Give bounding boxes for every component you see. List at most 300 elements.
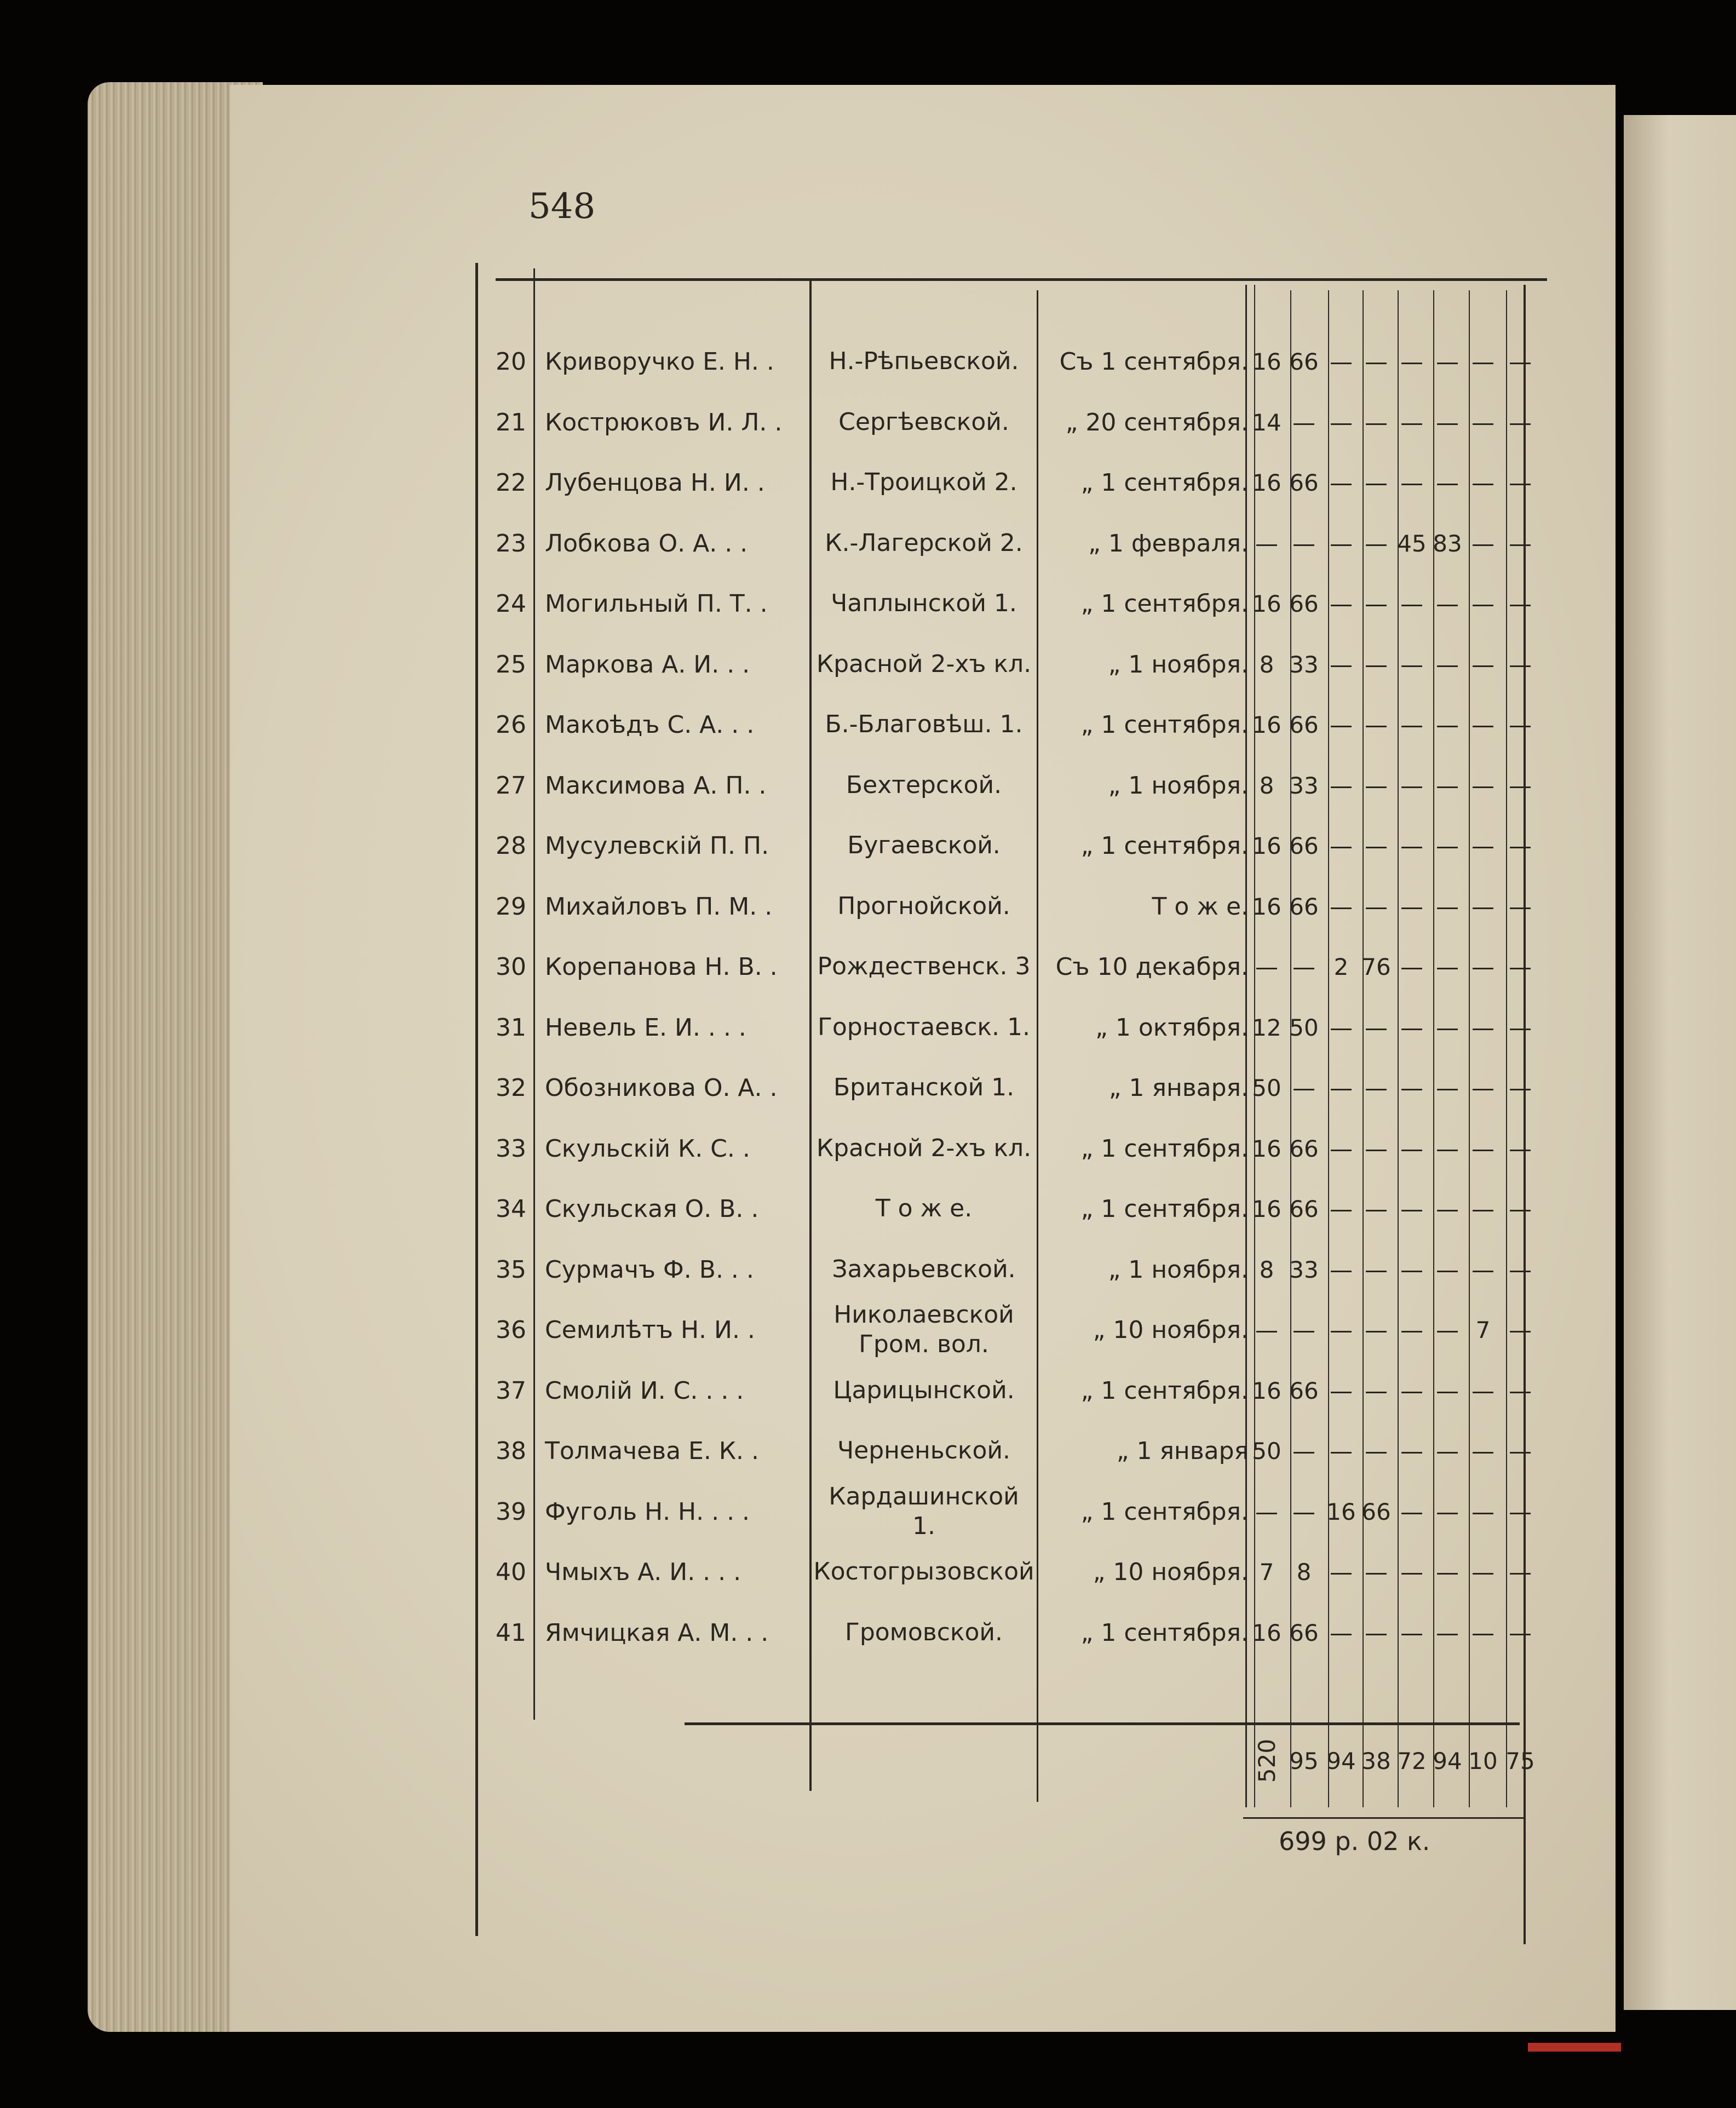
amount-cell: — bbox=[1436, 1558, 1459, 1586]
amount-cell: — bbox=[1330, 651, 1353, 678]
amount-cell: — bbox=[1365, 832, 1388, 859]
teacher-name: Корепанова Н. В. . bbox=[545, 952, 778, 981]
teacher-name: Скульская О. В. . bbox=[545, 1194, 759, 1223]
amount-cell: 2 bbox=[1333, 953, 1349, 980]
amount-cell: 66 bbox=[1361, 1498, 1391, 1525]
amount-cell: — bbox=[1509, 469, 1532, 496]
amount-cell: — bbox=[1471, 469, 1494, 496]
amount-cell: — bbox=[1471, 348, 1494, 375]
amount-cell: — bbox=[1509, 1195, 1532, 1222]
start-date: „ 1 января. bbox=[1108, 1073, 1249, 1102]
school-name: Красной 2-хъ кл. bbox=[816, 1134, 1032, 1162]
table-row bbox=[0, 1542, 1736, 1602]
row-number: 38 bbox=[496, 1437, 526, 1465]
amount-cell: — bbox=[1509, 651, 1532, 678]
amount-cell: 76 bbox=[1361, 953, 1391, 980]
amount-cell: — bbox=[1255, 1316, 1278, 1343]
amount-cell: 66 bbox=[1289, 893, 1319, 920]
amount-cell: — bbox=[1471, 953, 1494, 980]
teacher-name: Мусулевскій П. П. bbox=[545, 831, 769, 860]
row-number: 24 bbox=[496, 589, 526, 618]
teacher-name: Кострюковъ И. Л. . bbox=[545, 408, 783, 436]
teacher-name: Макоѣдъ С. А. . . bbox=[545, 710, 755, 739]
amount-cell: — bbox=[1365, 348, 1388, 375]
amount-cell: — bbox=[1436, 1619, 1459, 1646]
amount-cell: — bbox=[1330, 590, 1353, 617]
table-row bbox=[0, 1118, 1736, 1179]
amount-cell: — bbox=[1471, 651, 1494, 678]
amount-cell: 66 bbox=[1289, 348, 1319, 375]
amount-cell: — bbox=[1400, 832, 1423, 859]
table-row bbox=[0, 1360, 1736, 1421]
row-number: 27 bbox=[496, 771, 526, 800]
teacher-name: Чмыхъ А. И. . . . bbox=[545, 1558, 741, 1586]
amount-cell: 16 bbox=[1252, 1619, 1281, 1646]
table-row bbox=[0, 815, 1736, 876]
start-date: „ 1 ноября. bbox=[1108, 650, 1249, 679]
amount-cell: 66 bbox=[1289, 1195, 1319, 1222]
total-cell: 95 bbox=[1289, 1747, 1319, 1774]
amount-cell: — bbox=[1471, 1135, 1494, 1162]
start-date: „ 1 сентября. bbox=[1080, 1376, 1249, 1405]
teacher-name: Лобкова О. А. . . bbox=[545, 529, 748, 558]
amount-cell: — bbox=[1330, 1195, 1353, 1222]
amount-cell: — bbox=[1400, 651, 1423, 678]
amount-cell: — bbox=[1255, 953, 1278, 980]
amount-cell: 16 bbox=[1252, 1135, 1281, 1162]
amount-cell: — bbox=[1255, 530, 1278, 557]
amount-cell: — bbox=[1436, 772, 1459, 799]
amount-cell: — bbox=[1509, 1377, 1532, 1404]
table-row bbox=[0, 1300, 1736, 1360]
grand-total: 699 р. 02 к. bbox=[1279, 1826, 1430, 1856]
teacher-name: Обозникова О. А. . bbox=[545, 1073, 778, 1102]
school-name: Прогнойской. bbox=[837, 892, 1010, 920]
amount-cell: — bbox=[1400, 711, 1423, 738]
school-name: Костогрызовской bbox=[813, 1558, 1034, 1586]
start-date: „ 10 ноября. bbox=[1093, 1558, 1249, 1586]
amount-cell: — bbox=[1365, 1316, 1388, 1343]
amount-cell: 8 bbox=[1259, 1256, 1274, 1283]
amount-cell: — bbox=[1436, 1377, 1459, 1404]
amount-cell: 16 bbox=[1326, 1498, 1356, 1525]
start-date: „ 10 ноября. bbox=[1093, 1316, 1249, 1344]
table-row bbox=[0, 755, 1736, 815]
amount-cell: — bbox=[1509, 1256, 1532, 1283]
amount-cell: — bbox=[1436, 711, 1459, 738]
amount-cell: — bbox=[1400, 953, 1423, 980]
start-date: „ 1 ноября. bbox=[1108, 1255, 1249, 1284]
amount-cell: — bbox=[1292, 1437, 1315, 1464]
amount-cell: 83 bbox=[1433, 530, 1462, 557]
amount-cell: 66 bbox=[1289, 1135, 1319, 1162]
start-date: Т о ж е. bbox=[1152, 892, 1249, 921]
amount-cell: — bbox=[1330, 1377, 1353, 1404]
amount-cell: — bbox=[1400, 1498, 1423, 1525]
amount-cell: — bbox=[1330, 1256, 1353, 1283]
amount-cell: — bbox=[1436, 1195, 1459, 1222]
table-row bbox=[0, 392, 1736, 452]
amount-cell: — bbox=[1471, 1377, 1494, 1404]
amount-cell: — bbox=[1400, 1558, 1423, 1586]
teacher-name: Сурмачъ Ф. В. . . bbox=[545, 1255, 754, 1284]
school-name: Рождественск. 3 bbox=[817, 952, 1031, 980]
table-row bbox=[0, 452, 1736, 513]
start-date: „ 1 октября. bbox=[1095, 1013, 1249, 1042]
amount-cell: 50 bbox=[1252, 1074, 1281, 1101]
grand-total-rule bbox=[1243, 1817, 1524, 1819]
school-name: Кардашинской 1. bbox=[829, 1483, 1019, 1540]
table-row bbox=[0, 331, 1736, 392]
school-name: Н.-Рѣпьевской. bbox=[829, 347, 1019, 375]
amount-cell: — bbox=[1509, 348, 1532, 375]
school-name: Царицынской. bbox=[833, 1376, 1015, 1404]
amount-cell: — bbox=[1330, 1316, 1353, 1343]
amount-cell: — bbox=[1400, 1256, 1423, 1283]
row-number: 41 bbox=[496, 1618, 526, 1647]
amount-cell: 16 bbox=[1252, 469, 1281, 496]
start-date: „ 20 сентября. bbox=[1065, 408, 1249, 436]
amount-cell: — bbox=[1509, 893, 1532, 920]
school-name: Николаевской Гром. вол. bbox=[833, 1301, 1014, 1358]
bookmark-ribbon bbox=[1528, 2043, 1621, 2052]
amount-cell: — bbox=[1365, 1437, 1388, 1464]
amount-cell: 16 bbox=[1252, 348, 1281, 375]
amount-cell: — bbox=[1400, 1195, 1423, 1222]
amount-cell: — bbox=[1400, 348, 1423, 375]
amount-cell: — bbox=[1436, 893, 1459, 920]
amount-cell: — bbox=[1436, 1256, 1459, 1283]
table-row bbox=[0, 1421, 1736, 1481]
row-number: 40 bbox=[496, 1558, 526, 1586]
amount-cell: — bbox=[1330, 832, 1353, 859]
table-row bbox=[0, 1058, 1736, 1118]
teacher-name: Фуголь Н. Н. . . . bbox=[545, 1497, 750, 1526]
table-row bbox=[0, 1179, 1736, 1239]
amount-cell: — bbox=[1292, 1498, 1315, 1525]
school-name: Черненьской. bbox=[837, 1437, 1010, 1464]
amount-cell: — bbox=[1400, 1619, 1423, 1646]
amount-cell: — bbox=[1400, 1437, 1423, 1464]
amount-cell: 50 bbox=[1252, 1437, 1281, 1464]
start-date: „ 1 ноября. bbox=[1108, 771, 1249, 800]
teacher-name: Криворучко Е. Н. . bbox=[545, 347, 774, 376]
amount-cell: — bbox=[1255, 1498, 1278, 1525]
amount-cell: — bbox=[1365, 711, 1388, 738]
amount-cell: — bbox=[1471, 409, 1494, 436]
amount-cell: — bbox=[1330, 711, 1353, 738]
row-number: 39 bbox=[496, 1497, 526, 1526]
amount-cell: — bbox=[1330, 1135, 1353, 1162]
amount-cell: — bbox=[1509, 1316, 1532, 1343]
amount-cell: — bbox=[1365, 1256, 1388, 1283]
school-name: Бугаевской. bbox=[847, 831, 1001, 859]
table-row bbox=[0, 1239, 1736, 1300]
row-number: 34 bbox=[496, 1194, 526, 1223]
amount-cell: — bbox=[1436, 348, 1459, 375]
amount-cell: — bbox=[1330, 530, 1353, 557]
amount-cell: 66 bbox=[1289, 469, 1319, 496]
row-number: 26 bbox=[496, 710, 526, 739]
amount-cell: 66 bbox=[1289, 1619, 1319, 1646]
start-date: Съ 1 сентября. bbox=[1059, 347, 1249, 376]
amount-cell: 7 bbox=[1259, 1558, 1274, 1586]
table-row bbox=[0, 876, 1736, 937]
amount-cell: — bbox=[1400, 893, 1423, 920]
amount-cell: — bbox=[1330, 1014, 1353, 1041]
amount-cell: 33 bbox=[1289, 1256, 1319, 1283]
amount-cell: — bbox=[1436, 469, 1459, 496]
amount-cell: — bbox=[1365, 1558, 1388, 1586]
amount-cell: 8 bbox=[1259, 772, 1274, 799]
amount-cell: 66 bbox=[1289, 1377, 1319, 1404]
amount-cell: — bbox=[1509, 1135, 1532, 1162]
table-row bbox=[0, 573, 1736, 634]
total-cell: 72 bbox=[1397, 1747, 1427, 1774]
amount-cell: — bbox=[1400, 409, 1423, 436]
amount-cell: — bbox=[1330, 348, 1353, 375]
row-number: 21 bbox=[496, 408, 526, 436]
amount-cell: — bbox=[1400, 1135, 1423, 1162]
amount-cell: — bbox=[1400, 469, 1423, 496]
amount-cell: — bbox=[1436, 1135, 1459, 1162]
amount-cell: — bbox=[1436, 1014, 1459, 1041]
amount-cell: — bbox=[1436, 1498, 1459, 1525]
start-date: „ 1 сентября. bbox=[1080, 1134, 1249, 1163]
amount-cell: — bbox=[1471, 1014, 1494, 1041]
amount-cell: — bbox=[1365, 590, 1388, 617]
amount-cell: 14 bbox=[1252, 409, 1281, 436]
amount-cell: — bbox=[1436, 590, 1459, 617]
amount-cell: — bbox=[1400, 1074, 1423, 1101]
amount-cell: — bbox=[1365, 651, 1388, 678]
amount-cell: — bbox=[1471, 1256, 1494, 1283]
amount-cell: — bbox=[1330, 469, 1353, 496]
row-number: 35 bbox=[496, 1255, 526, 1284]
amount-cell: — bbox=[1509, 832, 1532, 859]
amount-cell: — bbox=[1400, 772, 1423, 799]
table-row bbox=[0, 634, 1736, 694]
table-row bbox=[0, 694, 1736, 755]
amount-cell: 12 bbox=[1252, 1014, 1281, 1041]
amount-cell: 66 bbox=[1289, 590, 1319, 617]
amount-cell: — bbox=[1365, 772, 1388, 799]
amount-cell: — bbox=[1471, 530, 1494, 557]
teacher-name: Могильный П. Т. . bbox=[545, 589, 768, 618]
totals-row bbox=[0, 1728, 1736, 1794]
amount-cell: 16 bbox=[1252, 1377, 1281, 1404]
teacher-name: Невель Е. И. . . . bbox=[545, 1013, 746, 1042]
amount-cell: — bbox=[1471, 772, 1494, 799]
amount-cell: 16 bbox=[1252, 832, 1281, 859]
row-number: 29 bbox=[496, 892, 526, 921]
amount-cell: — bbox=[1436, 832, 1459, 859]
start-date: „ 1 сентября. bbox=[1080, 1194, 1249, 1223]
amount-cell: — bbox=[1436, 1316, 1459, 1343]
amount-cell: — bbox=[1400, 590, 1423, 617]
row-number: 20 bbox=[496, 347, 526, 376]
school-name: Н.-Троицкой 2. bbox=[830, 468, 1018, 496]
amount-cell: 66 bbox=[1289, 832, 1319, 859]
amount-cell: — bbox=[1436, 1074, 1459, 1101]
amount-cell: — bbox=[1365, 1014, 1388, 1041]
row-number: 22 bbox=[496, 468, 526, 497]
amount-cell: — bbox=[1330, 1074, 1353, 1101]
start-date: „ 1 сентября. bbox=[1080, 1497, 1249, 1526]
start-date: „ 1 сентября. bbox=[1080, 468, 1249, 497]
amount-cell: — bbox=[1471, 1074, 1494, 1101]
amount-cell: 50 bbox=[1289, 1014, 1319, 1041]
teacher-name: Скульскій К. С. . bbox=[545, 1134, 750, 1163]
amount-cell: — bbox=[1365, 1377, 1388, 1404]
row-number: 25 bbox=[496, 650, 526, 679]
amount-cell: — bbox=[1365, 1619, 1388, 1646]
amount-cell: — bbox=[1471, 893, 1494, 920]
school-name: Т о ж е. bbox=[875, 1194, 973, 1222]
amount-cell: 7 bbox=[1475, 1316, 1491, 1343]
table-row bbox=[0, 1481, 1736, 1542]
total-cell: 10 bbox=[1468, 1747, 1498, 1774]
amount-cell: 16 bbox=[1252, 1195, 1281, 1222]
school-name: Б.-Благовѣш. 1. bbox=[825, 710, 1023, 738]
teacher-name: Семилѣтъ Н. И. . bbox=[545, 1316, 755, 1344]
start-date: „ 1 февраля. bbox=[1088, 529, 1249, 558]
amount-cell: — bbox=[1330, 893, 1353, 920]
row-number: 37 bbox=[496, 1376, 526, 1405]
amount-cell: — bbox=[1509, 530, 1532, 557]
start-date: „ 1 января bbox=[1116, 1437, 1249, 1465]
amount-cell: — bbox=[1471, 1437, 1494, 1464]
amount-cell: — bbox=[1509, 772, 1532, 799]
amount-cell: — bbox=[1292, 530, 1315, 557]
amount-cell: 45 bbox=[1397, 530, 1427, 557]
teacher-name: Максимова А. П. . bbox=[545, 771, 767, 800]
amount-cell: — bbox=[1436, 1437, 1459, 1464]
amount-cell: 16 bbox=[1252, 893, 1281, 920]
school-name: Чаплынской 1. bbox=[831, 589, 1017, 617]
amount-cell: 16 bbox=[1252, 590, 1281, 617]
amount-cell: — bbox=[1330, 1558, 1353, 1586]
amount-cell: — bbox=[1365, 1195, 1388, 1222]
amount-cell: — bbox=[1292, 409, 1315, 436]
totals-rule bbox=[685, 1722, 1520, 1725]
teacher-name: Лубенцова Н. И. . bbox=[545, 468, 765, 497]
row-number: 33 bbox=[496, 1134, 526, 1163]
school-name: Бехтерской. bbox=[846, 771, 1002, 799]
school-name: Красной 2-хъ кл. bbox=[816, 650, 1032, 678]
amount-cell: — bbox=[1400, 1316, 1423, 1343]
amount-cell: — bbox=[1436, 953, 1459, 980]
page-number: 548 bbox=[528, 186, 596, 227]
amount-cell: — bbox=[1365, 469, 1388, 496]
amount-cell: 8 bbox=[1259, 651, 1274, 678]
amount-cell: — bbox=[1292, 953, 1315, 980]
table-row bbox=[0, 513, 1736, 573]
amount-cell: — bbox=[1330, 1437, 1353, 1464]
amount-cell: — bbox=[1365, 893, 1388, 920]
amount-cell: — bbox=[1509, 1014, 1532, 1041]
amount-cell: — bbox=[1436, 409, 1459, 436]
start-date: Съ 10 декабря. bbox=[1055, 952, 1249, 981]
amount-cell: 33 bbox=[1289, 772, 1319, 799]
amount-cell: 33 bbox=[1289, 651, 1319, 678]
teacher-name: Маркова А. И. . . bbox=[545, 650, 750, 679]
school-name: Сергѣевской. bbox=[838, 408, 1009, 436]
table-row bbox=[0, 997, 1736, 1058]
row-number: 31 bbox=[496, 1013, 526, 1042]
amount-cell: — bbox=[1509, 1619, 1532, 1646]
amount-cell: — bbox=[1471, 1558, 1494, 1586]
total-cell: 75 bbox=[1505, 1747, 1535, 1774]
amount-cell: — bbox=[1509, 953, 1532, 980]
amount-cell: — bbox=[1436, 651, 1459, 678]
amount-cell: — bbox=[1471, 590, 1494, 617]
amount-cell: — bbox=[1509, 1074, 1532, 1101]
amount-cell: — bbox=[1365, 1135, 1388, 1162]
row-number: 32 bbox=[496, 1073, 526, 1102]
amount-cell: — bbox=[1509, 1437, 1532, 1464]
table-row bbox=[0, 937, 1736, 997]
start-date: „ 1 сентября. bbox=[1080, 710, 1249, 739]
amount-cell: — bbox=[1400, 1014, 1423, 1041]
amount-cell: 66 bbox=[1289, 711, 1319, 738]
amount-cell: — bbox=[1330, 772, 1353, 799]
table-top-rule bbox=[496, 278, 1547, 281]
row-number: 36 bbox=[496, 1316, 526, 1344]
teacher-name: Михайловъ П. М. . bbox=[545, 892, 773, 921]
row-number: 30 bbox=[496, 952, 526, 981]
amount-cell: — bbox=[1509, 1498, 1532, 1525]
total-cell: 38 bbox=[1361, 1747, 1391, 1774]
school-name: Захарьевской. bbox=[832, 1255, 1016, 1283]
amount-cell: — bbox=[1471, 832, 1494, 859]
amount-cell: — bbox=[1471, 1619, 1494, 1646]
total-cell: 94 bbox=[1326, 1747, 1356, 1774]
teacher-name: Ямчицкая А. М. . . bbox=[545, 1618, 769, 1647]
amount-cell: — bbox=[1330, 409, 1353, 436]
school-name: Громовской. bbox=[845, 1618, 1003, 1646]
school-name: Горностаевск. 1. bbox=[818, 1013, 1030, 1041]
amount-cell: — bbox=[1292, 1074, 1315, 1101]
amount-cell: — bbox=[1509, 590, 1532, 617]
amount-cell: — bbox=[1509, 409, 1532, 436]
row-number: 23 bbox=[496, 529, 526, 558]
school-name: К.-Лагерской 2. bbox=[825, 529, 1023, 557]
amount-cell: — bbox=[1400, 1377, 1423, 1404]
amount-cell: 8 bbox=[1296, 1558, 1312, 1586]
amount-cell: — bbox=[1365, 409, 1388, 436]
amount-cell: — bbox=[1509, 711, 1532, 738]
start-date: „ 1 сентября. bbox=[1080, 1618, 1249, 1647]
amount-cell: — bbox=[1471, 1195, 1494, 1222]
row-number: 28 bbox=[496, 831, 526, 860]
amount-cell: — bbox=[1471, 711, 1494, 738]
amount-cell: 16 bbox=[1252, 711, 1281, 738]
start-date: „ 1 сентября. bbox=[1080, 831, 1249, 860]
amount-cell: — bbox=[1471, 1498, 1494, 1525]
amount-cell: — bbox=[1292, 1316, 1315, 1343]
school-name: Британской 1. bbox=[833, 1073, 1015, 1101]
total-cell: 520 bbox=[1253, 1738, 1280, 1783]
amount-cell: — bbox=[1509, 1558, 1532, 1586]
teacher-name: Смолій И. С. . . . bbox=[545, 1376, 744, 1405]
start-date: „ 1 сентября. bbox=[1080, 589, 1249, 618]
amount-cell: — bbox=[1365, 530, 1388, 557]
amount-cell: — bbox=[1330, 1619, 1353, 1646]
amount-cell: — bbox=[1365, 1074, 1388, 1101]
total-cell: 94 bbox=[1433, 1747, 1462, 1774]
table-row bbox=[0, 1602, 1736, 1663]
